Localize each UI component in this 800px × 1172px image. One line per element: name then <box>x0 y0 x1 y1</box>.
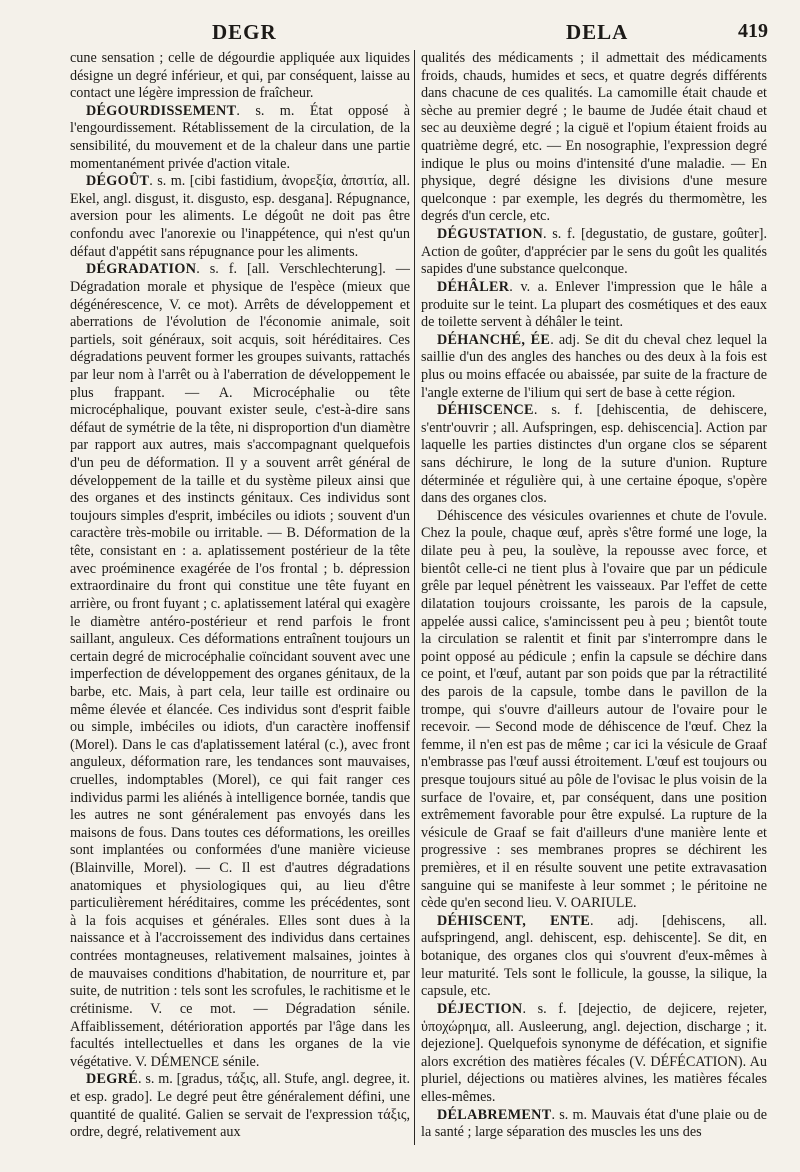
entry-dehaler <box>421 279 767 332</box>
entry-text: . s. m. [cibi fastidium, ἀνορεξία, ἀπσιτία, all. Ekel, angl. disgust, it. disgusto, esp. desgana]. Répugnance, aversion pour les aliments. Le dégoût ne doit pas être confondu avec l'anorexie ou l'inappétence, qui n'est qu'un défaut d'appétit sans répugnance pour les aliments. <box>70 173 410 260</box>
entry-degout <box>70 173 410 261</box>
entry-degourdissement <box>70 103 410 173</box>
entry-headword: DÉHISCENCE <box>437 402 534 419</box>
entry-headword: DÉGUSTATION <box>437 226 544 243</box>
entry-text: cune sensation ; celle de dégourdie appliquée aux liquides désigne un degré inférieur, et qui, par conséquent, laisse au contact une légère impression de fraîcheur. <box>70 50 410 102</box>
entry-headword: DEGRÉ <box>86 1071 138 1088</box>
entry-degustation <box>421 226 767 279</box>
entry-text: . s. m. Mauvais état d'une plaie ou de la santé ; large séparation des muscles les uns des <box>421 1106 767 1141</box>
entry-dehiscent <box>421 913 767 1001</box>
entry-text: . s. f. [degustatio, de gustare, goûter]. Action de goûter, d'apprécier par le sens du goût les qualités sapides d'une substance quelconque. <box>421 226 767 278</box>
entry-text: . s. f. [dejectio, de dejicere, rejeter, ὑποχώρημα, all. Ausleerung, angl. dejection, discharge ; it. dejezione]. Quelquefois synonyme de défécation, et signifie alors excrétion des matières fécales (V. DÉFÉCATION). Au pluriel, déjections ou matières alvines, les matières fécales elles-mêmes. <box>421 1000 767 1105</box>
entry-text: . s. f. [dehiscentia, de dehiscere, s'entr'ouvrir ; all. Aufspringen, esp. dehiscencia]. Action par laquelle les parties distinctes d'un organe clos se séparent sans déchirure, le long de la suture d'union. Rupture déterminée et régulière qui, à une certaine époque, s'opère dans des organes clos. <box>421 402 767 507</box>
entry-degre <box>70 1071 410 1141</box>
running-head-right: DELA <box>566 20 629 44</box>
entry-headword: DÉGOÛT <box>86 173 150 190</box>
entry-text: Déhiscence des vésicules ovariennes et chute de l'ovule. Chez la poule, chaque œuf, après s'être formé une loge, la dilate peu à peu, la soulève, la repousse avec force, et bientôt celle-ci ne tient plus à l'ovaire que par un pédicule grêle par lequel pénètrent les vaisseaux. Par l'effet de cette dilatation toujours croissante, les parois de la capsule, appelée aussi calice, s'amincissent peu à peu ; bientôt toute la circulation se ralentit et finit par s'interrompre dans le point opposé au pédicule ; enfin la capsule se déchire dans ce point, et l'œuf, autant par son poids que par la rétractilité des parois de la capsule, tombe dans le pavillon de la trompe, qui s'ouvre d'ailleurs autour de l'ovaire pour le recevoir. — Second mode de déhiscence de l'œuf. Chez la femme, il n'en est pas de même ; car ici la vésicule de Graaf n'embrasse pas l'œuf aussi étroitement. L'œuf est toujours ou presque toujours situé au pôle de l'ovisac le plus voisin de la surface de l'ovaire, et, par conséquent, dans une position extrêmement favorable pour être expulsé. La rupture de la vésicule de Graaf se fait d'ailleurs d'une manière lente et progressive : ses membranes propres se déchirent les premières, et il en résulte souvent une petite extravasation sanguine qui se manifeste à leur sommet ; le péritoine ne cède qu'en second lieu. V. OARIULE. <box>421 507 767 912</box>
right-column <box>421 50 767 1142</box>
entry-headword: DÉHANCHÉ, ÉE <box>437 331 551 348</box>
entry-text: . s. m. État opposé à l'engourdissement. Rétablissement de la circulation, de la sensibilité, du mouvement et de la chaleur dans une partie momentanément privée d'action vitale. <box>70 102 410 172</box>
entry-headword: DÉGOURDISSEMENT <box>86 102 237 119</box>
entry-dehiscence-paragraph <box>421 508 767 913</box>
running-head-left: DEGR <box>212 20 277 44</box>
entry-headword: DÉLABREMENT <box>437 1106 552 1123</box>
entry-text: qualités des médicaments ; il admettait des médicaments froids, chauds, humides et secs, et quatre degrés différents dans chacune de ces qualités. La camomille était chaude et sèche au premier degré ; le baume de Judée était chaud et sec au deuxième degré ; la ciguë et l'opium étaient froids au quatrième degré, etc. — En nosographie, l'expression degré indique le plus ou moins d'intensité d'une maladie. — En physique, degré désigne les divisions d'une mesure quelconque : par exemple, les degrés du thermomètre, les degrés d'un cercle, etc. <box>421 50 767 225</box>
entry-continuation <box>421 50 767 226</box>
entry-text: . s. f. [all. Verschlechterung]. — Dégradation morale et physique de l'espèce (mieux que dégénérescence, V. ce mot). Arrêts de développement et aberrations de l'évolution de l'économie animale, soit partiels, soit généraux, soit acquis, soit héréditaires. Ces dégradations peuvent former les groupes suivants, rattachés par leur nom à l'arrêt ou à l'aberration de développement le plus frappant. — A. Microcéphalie ou tête microcéphalique, pouvant exister seule, c'est-à-dire sans défaut de symétrie de la tête, ni disproportion d'un diamètre par rapport aux autres, mais s'accompagnant quelquefois d'un peu de déformation. Il y a souvent arrêt général de développement de la taille et du système pileux ainsi que des organes et des instincts génitaux. Ces individus sont toujours simples d'esprit, imbéciles ou idiots ; souvent d'un caractère très-mobile ou irritable. — B. Déformation de la tête, consistant en : a. aplatissement postérieur de la tête avec proéminence exagérée de l'os frontal ; b. dépression extraordinaire du front qui constitue une tête fuyant en arrière, ou front fuyant ; c. aplatissement latéral qui exagère le diamètre antéro-postérieur et rend parfois le front saillant, anguleux. Ces déformations entraînent toujours un certain degré de microcéphalie coïncidant souvent avec une imperfection de développement des organes génitaux, de la barbe, etc. Mais, à part cela, leur taille est ordinaire ou même élevée et élancée. Ces individus sont d'esprit faible ou simple, imbéciles ou idiots, d'un caractère inoffensif (Morel). Dans le cas d'aplatissement latéral (c.), avec front anguleux, déformation rare, les tendances sont mauvaises, cruelles, indomptables (Morel), ce qui fait ranger ces individus parmi les aliénés à intelligence bornée, tandis que les autres ne sont généralement pas envoyés dans les maisons de fous. Dans toutes ces déformations, les oreilles sont implantées ou conformées d'une manière vicieuse (Blainville, Morel). — C. Il est d'autres dégradations anatomiques et physiologiques qui, au lieu d'être particulièrement héréditaires, comme les précédentes, sont à la fois acquises et générales. Elles sont dues à la naissance et à l'accroissement des individus dans certaines contrées montagneuses, relativement malsaines, jointes à de mauvaises conditions d'habitation, de nourriture et, par suite, de nutrition : tels sont les scrofules, le rachitisme et le crétinisme. V. ce mot. — Dégradation sénile. Affaiblissement, détérioration apportés par l'âge dans les facultés intellectuelles et dans les organes de la vie végétative. V. DÉMENCE sénile. <box>70 261 410 1070</box>
entry-headword: DÉHISCENT, ENTE <box>437 912 591 929</box>
entry-text: . adj. [dehiscens, all. aufspringend, angl. dehiscent, esp. dehiscente]. Se dit, en botanique, des organes clos qui s'ouvrent d'eux-mêmes à leur maturité. Tels sont le follicule, la gousse, la silique, la capsule, etc. <box>421 912 767 1000</box>
entry-dehiscence <box>421 402 767 508</box>
entry-text: . v. a. Enlever l'impression que le hâle a produite sur le teint. La plupart des cosmétiques et des eaux de toilette servent à déhâler le teint. <box>421 278 767 331</box>
entry-degradation <box>70 261 410 1071</box>
entry-headword: DÉHÂLER <box>437 278 510 295</box>
entry-dehanche <box>421 332 767 402</box>
entry-text: . s. m. [gradus, τάξις, all. Stufe, angl. degree, it. et esp. grado]. Le degré peut être généralement défini, une quantité de qualité. Galien se servait de l'expression τάξις, ordre, degré, relativement aux <box>70 1071 410 1141</box>
column-divider <box>414 50 415 1145</box>
entry-text: . adj. Se dit du cheval chez lequel la saillie d'un des angles des hanches ou des deux à la fois est plus ou moins effacée ou abaissée, par suite de la fracture de l'angle externe de l'ilium qui sert de base à cette région. <box>421 331 767 401</box>
entry-delabrement <box>421 1107 767 1142</box>
left-column <box>70 50 410 1142</box>
entry-continuation <box>70 50 410 103</box>
entry-headword: DÉGRADATION <box>86 261 197 278</box>
entry-headword: DÉJECTION <box>437 1000 523 1017</box>
entry-dejection <box>421 1001 767 1107</box>
page-number: 419 <box>738 20 768 42</box>
